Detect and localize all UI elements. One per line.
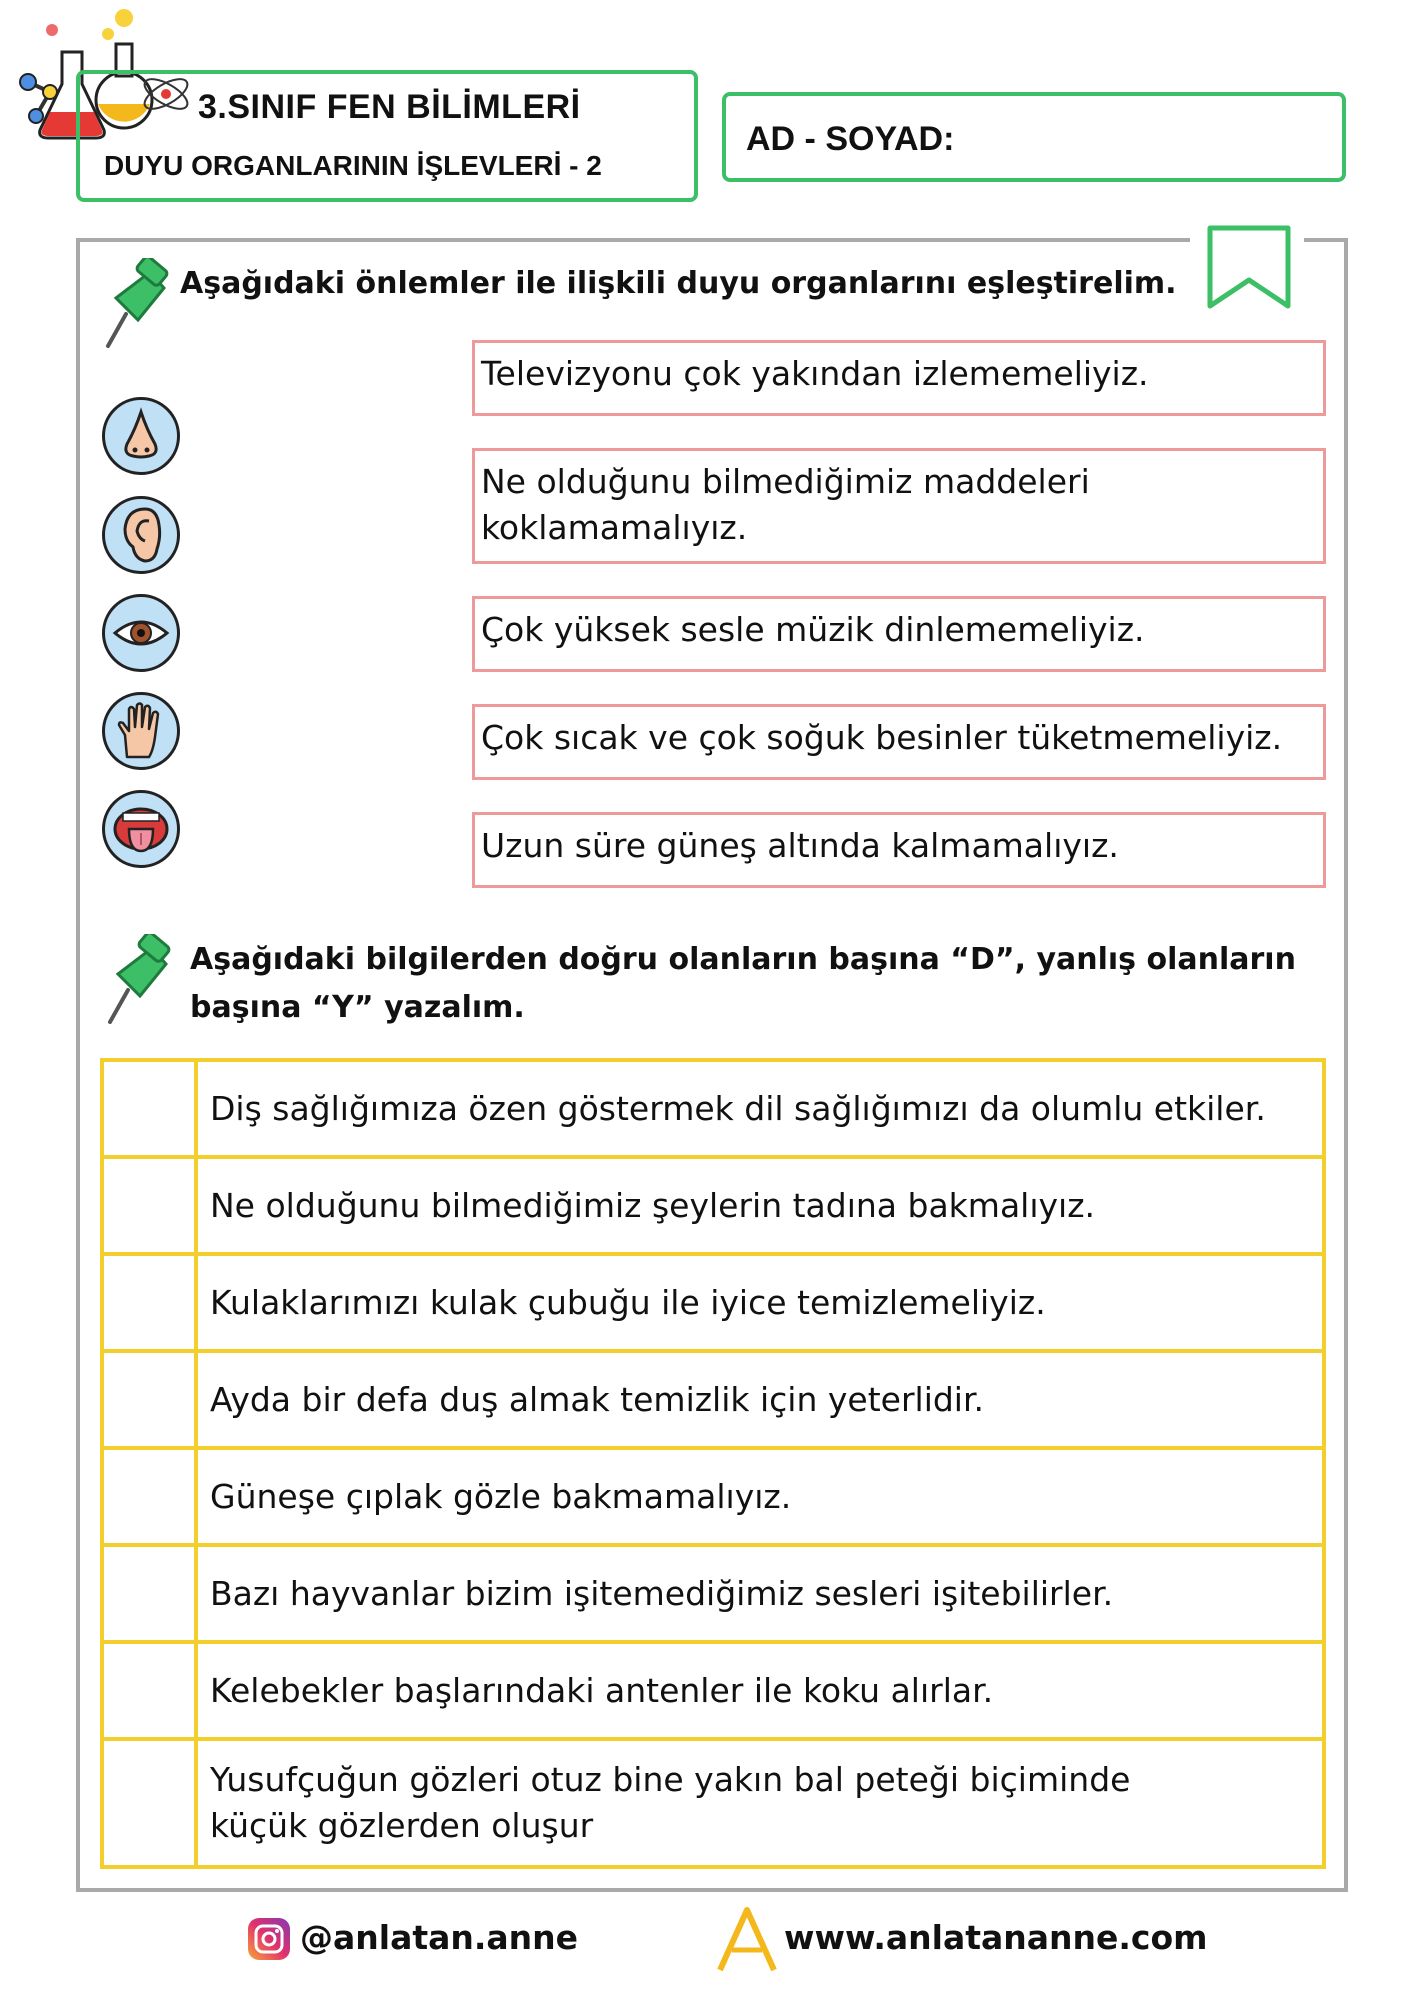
- statement-box[interactable]: Ne olduğunu bilmediğimiz maddeleri koklamamalıyız.: [472, 448, 1326, 564]
- table-row: [102, 1351, 1324, 1448]
- ear-icon[interactable]: [102, 496, 180, 574]
- logo-a-icon: [714, 1906, 780, 1974]
- statement-box[interactable]: Uzun süre güneş altında kalmamalıyız.: [472, 812, 1326, 888]
- bookmark-icon: [1204, 222, 1294, 312]
- answer-cell[interactable]: [102, 1060, 196, 1157]
- statement-cell: Ayda bir defa duş almak temizlik için yeterlidir.: [196, 1351, 1324, 1448]
- statement-cell: Güneşe çıplak gözle bakmamalıyız.: [196, 1448, 1324, 1545]
- true-false-table: [100, 1058, 1326, 1869]
- tongue-icon[interactable]: [102, 790, 180, 868]
- pushpin-icon: [100, 934, 176, 1026]
- table-row: [102, 1739, 1324, 1867]
- hand-icon[interactable]: [102, 692, 180, 770]
- statement-box[interactable]: Televizyonu çok yakından izlememeliyiz.: [472, 340, 1326, 416]
- table-row: [102, 1448, 1324, 1545]
- statement-box[interactable]: Çok sıcak ve çok soğuk besinler tüketmemeliyiz.: [472, 704, 1326, 780]
- statement-cell: Yusufçuğun gözleri otuz bine yakın bal peteği biçiminde küçük gözlerden oluşur: [196, 1739, 1324, 1867]
- statement-cell: Ne olduğunu bilmediğimiz şeylerin tadına bakmalıyız.: [196, 1157, 1324, 1254]
- answer-cell[interactable]: [102, 1448, 196, 1545]
- eye-icon[interactable]: [102, 594, 180, 672]
- table-row: [102, 1157, 1324, 1254]
- section2-heading-line1: Aşağıdaki bilgilerden doğru olanların başına “D”, yanlış olanların: [190, 942, 1296, 977]
- section1-heading: Aşağıdaki önlemler ile ilişkili duyu organlarını eşleştirelim.: [180, 266, 1177, 301]
- website-link[interactable]: www.anlatananne.com: [784, 1918, 1208, 1957]
- pushpin-icon: [98, 258, 174, 350]
- answer-cell[interactable]: [102, 1157, 196, 1254]
- answer-cell[interactable]: [102, 1642, 196, 1739]
- answer-cell[interactable]: [102, 1545, 196, 1642]
- table-row: [102, 1545, 1324, 1642]
- statement-box[interactable]: Çok yüksek sesle müzik dinlememeliyiz.: [472, 596, 1326, 672]
- statement-cell: Bazı hayvanlar bizim işitemediğimiz sesleri işitebilirler.: [196, 1545, 1324, 1642]
- section2-heading-line2: başına “Y” yazalım.: [190, 990, 525, 1025]
- nose-icon[interactable]: [102, 397, 180, 475]
- table-row: [102, 1642, 1324, 1739]
- statement-cell: Diş sağlığımıza özen göstermek dil sağlığımızı da olumlu etkiler.: [196, 1060, 1324, 1157]
- statement-cell: Kelebekler başlarındaki antenler ile koku alırlar.: [196, 1642, 1324, 1739]
- instagram-icon[interactable]: [246, 1916, 292, 1962]
- name-label: AD - SOYAD:: [746, 120, 955, 158]
- answer-cell[interactable]: [102, 1351, 196, 1448]
- instagram-handle[interactable]: @anlatan.anne: [300, 1918, 579, 1957]
- table-row: [102, 1254, 1324, 1351]
- answer-cell[interactable]: [102, 1254, 196, 1351]
- answer-cell[interactable]: [102, 1739, 196, 1867]
- page-subtitle: DUYU ORGANLARININ İŞLEVLERİ - 2: [104, 150, 602, 181]
- statement-cell: Kulaklarımızı kulak çubuğu ile iyice temizlemeliyiz.: [196, 1254, 1324, 1351]
- page-title: 3.SINIF FEN BİLİMLERİ: [198, 88, 581, 126]
- table-row: [102, 1060, 1324, 1157]
